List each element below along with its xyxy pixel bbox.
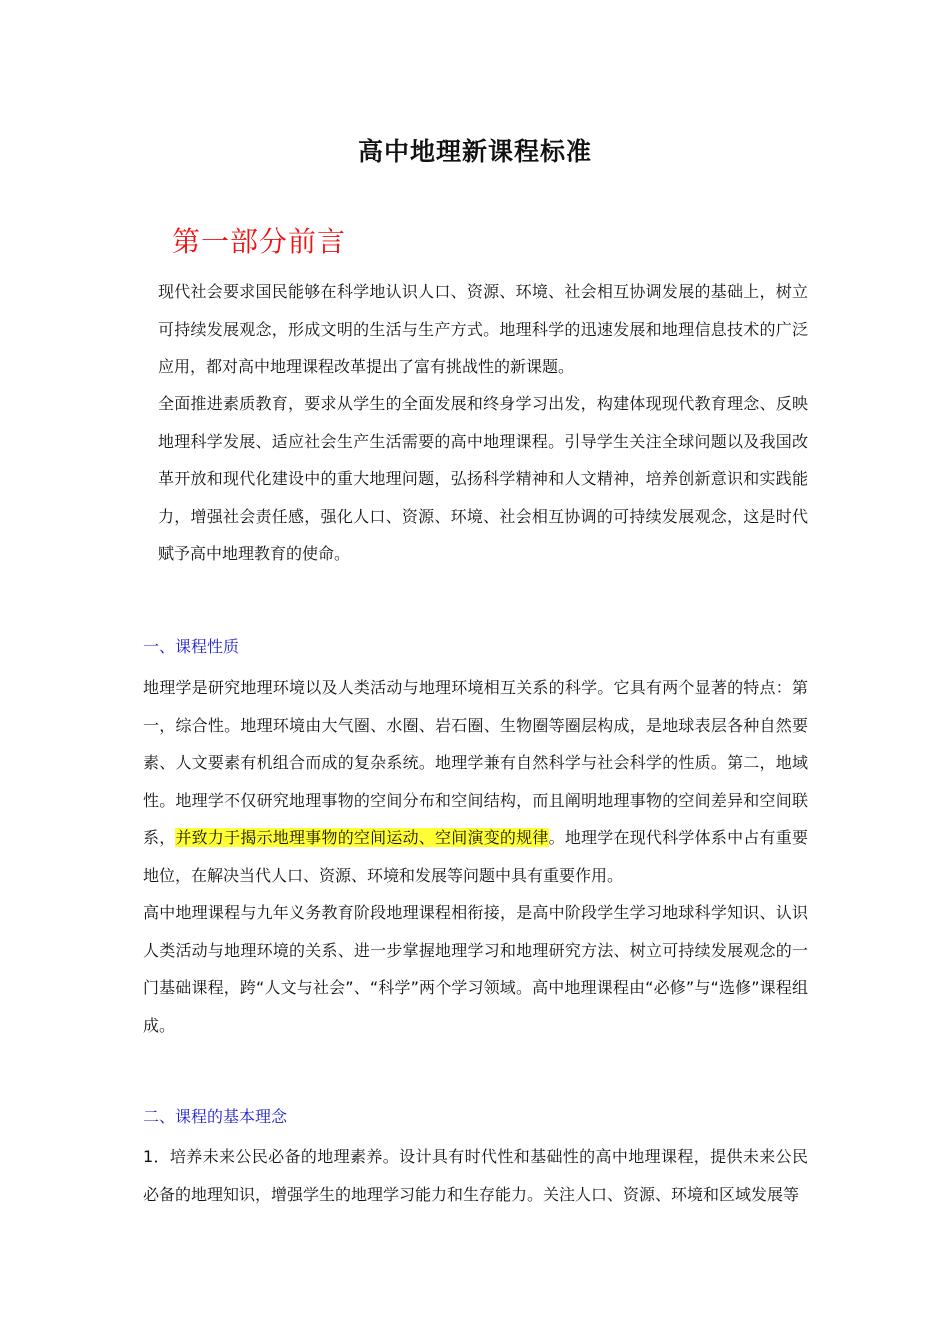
course-nature-paragraph-2: 高中地理课程与九年义务教育阶段地理课程相衔接，是高中阶段学生学习地球科学知识、认识人类活动与地理环境的关系、进一步掌握地理学习和地理研究方法、树立可持续发展观念的一门基础课程，跨“人文与社会”、“科学”两个学习领域。高中地理课程由“必修”与“选修”课程组成。 [143,903,808,1035]
highlighted-text: 并致力于揭示地理事物的空间运动、空间演变的规律 [175,828,549,847]
basic-concepts-paragraph-1: 1．培养未来公民必备的地理素养。设计具有时代性和基础性的高中地理课程，提供未来公民必备的地理知识，增强学生的地理学习能力和生存能力。关注人口、资源、环境和区域发展等 [143,1147,808,1204]
intro-paragraph-2: 全面推进素质教育，要求从学生的全面发展和终身学习出发，构建体现现代教育理念、反映地理科学发展、适应社会生产生活需要的高中地理课程。引导学生关注全球问题以及我国改革开放和现代化建设中的重大地理问题，弘扬科学精神和人文精神，培养创新意识和实践能力，增强社会责任感，强化人口、资源、环境、社会相互协调的可持续发展观念，这是时代赋予高中地理教育的使命。 [158,394,808,563]
part-heading-preface: 第一部分前言 [172,225,347,258]
course-nature-text-after: 。地理学在现代科学体系中占有重要地位，在解决当代人口、资源、环境和发展等问题中具有重要作用。 [143,828,808,885]
document-title: 高中地理新课程标准 [357,137,592,166]
course-nature-paragraph-1 [143,669,808,894]
course-nature-text-before: 地理学是研究地理环境以及人类活动与地理环境相互关系的科学。它具有两个显著的特点：第一，综合性。地理环境由大气圈、水圈、岩石圈、生物圈等圈层构成，是地球表层各种自然要素、人文要素有机组合而成的复杂系统。地理学兼有自然科学与社会科学的性质。第二，地域性。地理学不仅研究地理事物的空间分布和空间结构，而且阐明地理事物的空间差异和空间联系， [143,678,808,847]
section-heading-basic-concepts: 二、课程的基本理念 [143,1107,288,1126]
section-heading-course-nature: 一、课程性质 [143,637,240,656]
intro-paragraph-1: 现代社会要求国民能够在科学地认识人口、资源、环境、社会相互协调发展的基础上，树立可持续发展观念，形成文明的生活与生产方式。地理科学的迅速发展和地理信息技术的广泛应用，都对高中地理课程改革提出了富有挑战性的新课题。 [158,282,808,376]
